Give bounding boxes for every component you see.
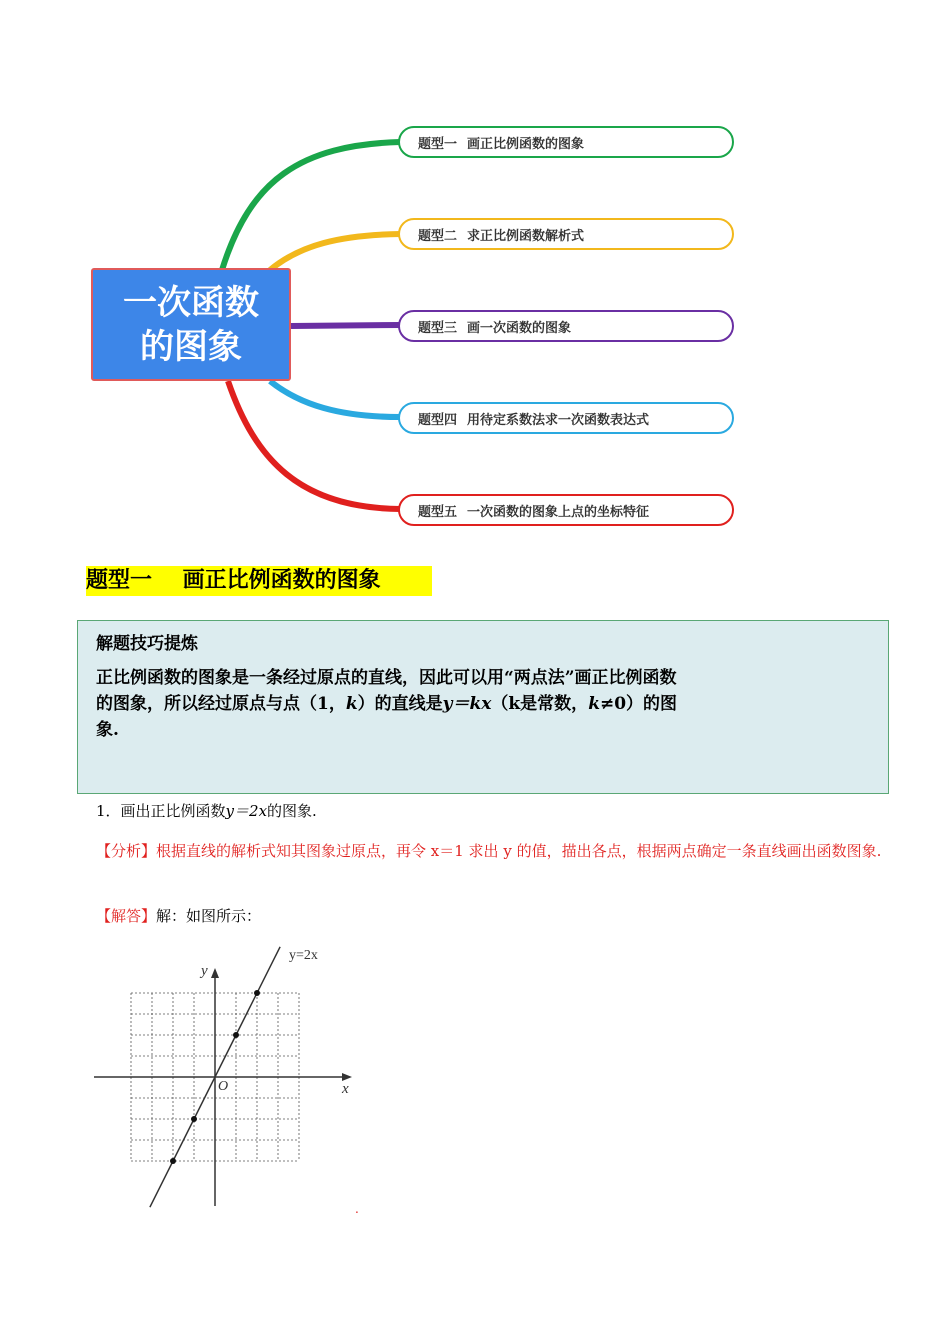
tip-line-2	[96, 691, 874, 717]
branch-5-label: 一次函数的图象上点的坐标特征	[467, 504, 650, 520]
branch-1	[398, 126, 734, 158]
center-title-line1: 一次函数	[123, 282, 259, 323]
plotted-point-1	[170, 1158, 176, 1164]
branch-3-code: 题型三	[418, 320, 458, 336]
section-title: 题型一 画正比例函数的图象	[86, 566, 432, 596]
question-1-suffix: 的图象.	[267, 802, 317, 820]
function-graph	[90, 938, 370, 1210]
line-label: y=2x	[289, 948, 318, 963]
analysis-label: 【分析】	[96, 842, 157, 860]
mind-map	[0, 0, 950, 560]
question-1-equation: y＝2x	[225, 802, 268, 820]
connector-4	[270, 381, 400, 417]
tip-k2: k	[588, 694, 600, 714]
branch-4-label: 用待定系数法求一次函数表达式	[467, 412, 650, 428]
y-axis-label: y	[201, 963, 208, 979]
branch-2-code: 题型二	[418, 228, 458, 244]
tip-k1: k	[345, 694, 358, 714]
branch-2-label: 求正比例函数解析式	[467, 228, 585, 244]
branch-5-code: 题型五	[418, 504, 458, 520]
tip-box	[77, 620, 889, 794]
plotted-point-4	[254, 990, 260, 996]
tip-equation: y＝kx	[442, 694, 492, 714]
plotted-point-3	[233, 1032, 239, 1038]
question-1	[96, 800, 317, 821]
y-axis-arrow	[211, 968, 219, 978]
tip-title: 解题技巧提炼	[96, 634, 198, 654]
plotted-point-2	[191, 1116, 197, 1122]
connector-1	[222, 142, 400, 270]
branch-3-label: 画一次函数的图象	[467, 320, 572, 336]
connector-2	[270, 234, 400, 270]
analysis-text: 根据直线的解析式知其图象过原点，再令 x＝1 求出 y 的值，描出各点，根据两点确定一条直线画出函数图象.	[156, 842, 882, 860]
answer	[96, 905, 261, 926]
analysis	[96, 833, 886, 869]
tip-body	[96, 665, 874, 743]
branch-1-code: 题型一	[418, 136, 458, 152]
tip-line-1: 正比例函数的图象是一条经过原点的直线，因此可以用“两点法”画正比例函数	[96, 668, 677, 688]
tip-line-2-b: ）的直线是	[357, 694, 443, 714]
question-1-prefix: 1．画出正比例函数	[96, 802, 226, 820]
origin-label: O	[218, 1079, 229, 1094]
branch-1-label: 画正比例函数的图象	[467, 136, 585, 152]
branch-2	[398, 218, 734, 250]
connector-3	[291, 325, 400, 326]
connector-5	[228, 381, 400, 509]
tip-line-2-a: 的图象，所以经过原点与点（1，	[96, 694, 346, 714]
branch-3	[398, 310, 734, 342]
mind-map-center	[91, 268, 291, 381]
tip-line-2-d: ≠0）的图	[599, 694, 678, 714]
tip-line-3: 象.	[96, 720, 119, 740]
tip-line-2-c: （k是常数，	[491, 694, 589, 714]
footer-mark: .	[355, 1202, 359, 1216]
x-axis-arrow	[342, 1073, 352, 1081]
answer-text: 解：如图所示：	[156, 907, 262, 925]
branch-5	[398, 494, 734, 526]
branch-4	[398, 402, 734, 434]
answer-label: 【解答】	[96, 907, 157, 925]
center-title-line2: 的图象	[140, 326, 242, 367]
x-axis-label: x	[342, 1081, 349, 1097]
branch-4-code: 题型四	[418, 412, 458, 428]
